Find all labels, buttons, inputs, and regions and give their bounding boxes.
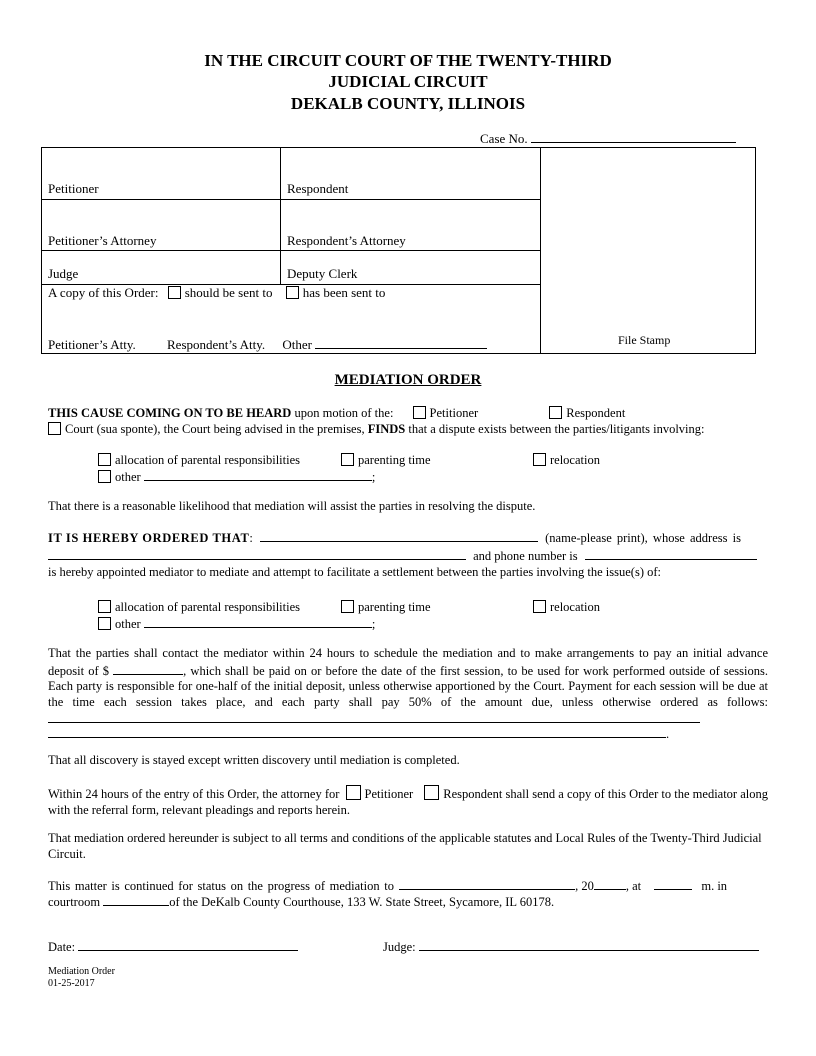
- payment-terms-row-2: [48, 725, 669, 743]
- contact-paragraph: [48, 646, 768, 728]
- case-number-row: [480, 130, 736, 147]
- parenting-time-checkbox-2[interactable]: [341, 600, 354, 613]
- within-text-1: Within 24 hours of the entry of this Order, the attorney for: [48, 787, 340, 801]
- mediator-name-field[interactable]: [260, 529, 538, 542]
- case-number-label: Case No.: [480, 131, 528, 146]
- footer-form-name: Mediation Order: [48, 966, 115, 977]
- issue-allocation-2: [98, 600, 300, 616]
- mediator-address-field[interactable]: [48, 547, 466, 560]
- mediator-phone-field[interactable]: [585, 547, 757, 560]
- date-field[interactable]: [78, 938, 298, 951]
- other-field-1[interactable]: [144, 468, 372, 481]
- allocation-label-2: allocation of parental responsibilities: [115, 600, 301, 614]
- subject-statement: That mediation ordered hereunder is subject to all terms and conditions of the applicable statutes and Local Rules of the Twenty-Third Judicial Circuit.: [48, 831, 762, 861]
- judge-signature-row: [383, 938, 759, 956]
- discovery-statement: That all discovery is stayed except written discovery until mediation is completed.: [48, 753, 460, 767]
- continued-year-field[interactable]: [594, 877, 626, 890]
- within-text-2: shall send a copy of this Order to the mediator along with the referral form, relevant pleadings and reports herein.: [48, 787, 769, 817]
- cause-row: [48, 406, 768, 422]
- case-caption-box: [41, 147, 756, 354]
- relocation-label-1: relocation: [550, 453, 600, 467]
- continued-row-1: [48, 877, 768, 895]
- parenting-time-label-2: parenting time: [358, 600, 431, 614]
- parenting-time-label-1: parenting time: [358, 453, 431, 467]
- courtroom-field[interactable]: [103, 893, 169, 906]
- order-title: MEDIATION ORDER: [334, 372, 482, 388]
- other-label-2: other: [115, 617, 141, 631]
- court-sua-sponte-checkbox[interactable]: [48, 422, 61, 435]
- allocation-checkbox-2[interactable]: [98, 600, 111, 613]
- allocation-label-1: allocation of parental responsibilities: [115, 453, 301, 467]
- contact-text-1: That the parties shall contact the mediator within 24 hours to schedule the mediation and to make arrangements to pay an initial advance deposit of $: [48, 646, 768, 678]
- motion-petitioner-label: Petitioner: [429, 406, 479, 420]
- continued-text-1: This matter is continued for status on the progress of mediation to: [48, 879, 394, 893]
- continued-year-prefix: , 20: [575, 879, 594, 893]
- file-stamp-label: File Stamp: [618, 333, 671, 347]
- other-end-2: ;: [371, 617, 376, 631]
- payment-terms-end: .: [666, 727, 670, 741]
- copy-order-row: [48, 285, 385, 301]
- likelihood-statement: That there is a reasonable likelihood that mediation will assist the parties in resolving the dispute.: [48, 499, 536, 513]
- continued-date-field[interactable]: [399, 877, 575, 890]
- copy-order-label: A copy of this Order:: [48, 285, 159, 300]
- court-header-line1: IN THE CIRCUIT COURT OF THE TWENTY-THIRD: [204, 51, 612, 70]
- respondent-attorney-label: Respondent’s Attorney: [287, 233, 406, 248]
- ordered-lead: IT IS HEREBY ORDERED THAT: [48, 531, 250, 545]
- other-checkbox-2[interactable]: [98, 617, 111, 630]
- court-sua-sponte-text: Court (sua sponte), the Court being advised in the premises,: [65, 422, 365, 436]
- other-end-1: ;: [371, 470, 376, 484]
- contact-text-2: , which shall be paid on or before the date of the first session, to be used for work performed outside of sessions. Each party is responsible for one-half of the initial deposit, unless otherwise apportioned by the Court. Payment for each session will be due at the time each session takes place, and each party shall pay 50% of the amount due, unless otherwise ordered as follows:: [48, 663, 768, 709]
- footer: [48, 966, 115, 990]
- date-label: Date:: [48, 940, 76, 954]
- relocation-label-2: relocation: [550, 600, 600, 614]
- ordered-colon: :: [249, 531, 253, 545]
- respondent-atty-label: Respondent’s Atty.: [167, 337, 266, 352]
- other-label-1: other: [115, 470, 141, 484]
- judge-label: Judge: [48, 266, 79, 281]
- issue-relocation-1: [533, 453, 600, 469]
- petitioner-label: Petitioner: [48, 181, 99, 196]
- court-header-line3: DEKALB COUNTY, ILLINOIS: [290, 94, 526, 113]
- other-field-2[interactable]: [144, 615, 372, 628]
- has-been-sent-checkbox[interactable]: [286, 286, 299, 299]
- footer-form-date: 01-25-2017: [48, 978, 95, 989]
- other-recipient-field[interactable]: [315, 336, 487, 349]
- date-signature-row: [48, 938, 298, 956]
- continued-row-2: [48, 893, 768, 911]
- motion-respondent-checkbox[interactable]: [549, 406, 562, 419]
- continued-at: , at: [625, 879, 642, 893]
- court-header-line2: JUDICIAL CIRCUIT: [328, 72, 488, 91]
- other-recipient-label: Other: [282, 337, 312, 352]
- courtroom-label: courtroom: [48, 895, 101, 909]
- within-paragraph: [48, 785, 768, 818]
- court-sua-sponte-row: [48, 422, 768, 438]
- deposit-amount-field[interactable]: [113, 662, 183, 675]
- other-checkbox-1[interactable]: [98, 470, 111, 483]
- issue-parenting-time-2: [341, 600, 431, 616]
- motion-petitioner-checkbox[interactable]: [413, 406, 426, 419]
- case-number-field[interactable]: [531, 130, 736, 143]
- within-petitioner-checkbox[interactable]: [346, 785, 361, 800]
- finds-text: that a dispute exists between the parties/litigants involving:: [408, 422, 705, 436]
- petitioner-atty-label: Petitioner’s Atty.: [48, 337, 136, 352]
- ordered-row-2: [48, 547, 768, 565]
- has-been-sent-label: has been sent to: [302, 285, 386, 300]
- name-print-text: (name-please print), whose address is: [545, 531, 741, 545]
- parenting-time-checkbox-1[interactable]: [341, 453, 354, 466]
- ordered-row-1: [48, 529, 768, 547]
- motion-respondent-label: Respondent: [566, 406, 626, 420]
- should-be-sent-label: should be sent to: [184, 285, 273, 300]
- copy-recipients-row: [48, 336, 487, 353]
- deputy-clerk-label: Deputy Clerk: [287, 266, 358, 281]
- finds-label: FINDS: [367, 422, 406, 436]
- phone-text: and phone number is: [473, 549, 578, 563]
- issue-parenting-time-1: [341, 453, 431, 469]
- issue-other-1: [98, 468, 375, 486]
- issue-relocation-2: [533, 600, 600, 616]
- issue-other-2: [98, 615, 375, 633]
- petitioner-attorney-label: Petitioner’s Attorney: [48, 233, 157, 248]
- payment-terms-field-1[interactable]: [48, 710, 700, 723]
- allocation-checkbox-1[interactable]: [98, 453, 111, 466]
- continued-text-2: of the DeKalb County Courthouse, 133 W. State Street, Sycamore, IL 60178.: [169, 895, 555, 909]
- judge-signature-label: Judge:: [383, 940, 416, 954]
- should-be-sent-checkbox[interactable]: [168, 286, 181, 299]
- within-respondent-checkbox[interactable]: [424, 785, 439, 800]
- issue-allocation-1: [98, 453, 300, 469]
- continued-time-field[interactable]: [654, 877, 692, 890]
- relocation-checkbox-2[interactable]: [533, 600, 546, 613]
- within-respondent-label: Respondent: [443, 787, 503, 801]
- continued-m-in: m. in: [701, 879, 728, 893]
- relocation-checkbox-1[interactable]: [533, 453, 546, 466]
- judge-signature-field[interactable]: [419, 938, 759, 951]
- motion-text: upon motion of the:: [294, 406, 394, 420]
- payment-terms-field-2[interactable]: [48, 725, 666, 738]
- appointed-text: is hereby appointed mediator to mediate and attempt to facilitate a settlement between the parties involving the issue(s) of:: [48, 565, 662, 579]
- cause-lead: THIS CAUSE COMING ON TO BE HEARD: [48, 406, 292, 420]
- respondent-label: Respondent: [287, 181, 349, 196]
- within-petitioner-label: Petitioner: [364, 787, 414, 801]
